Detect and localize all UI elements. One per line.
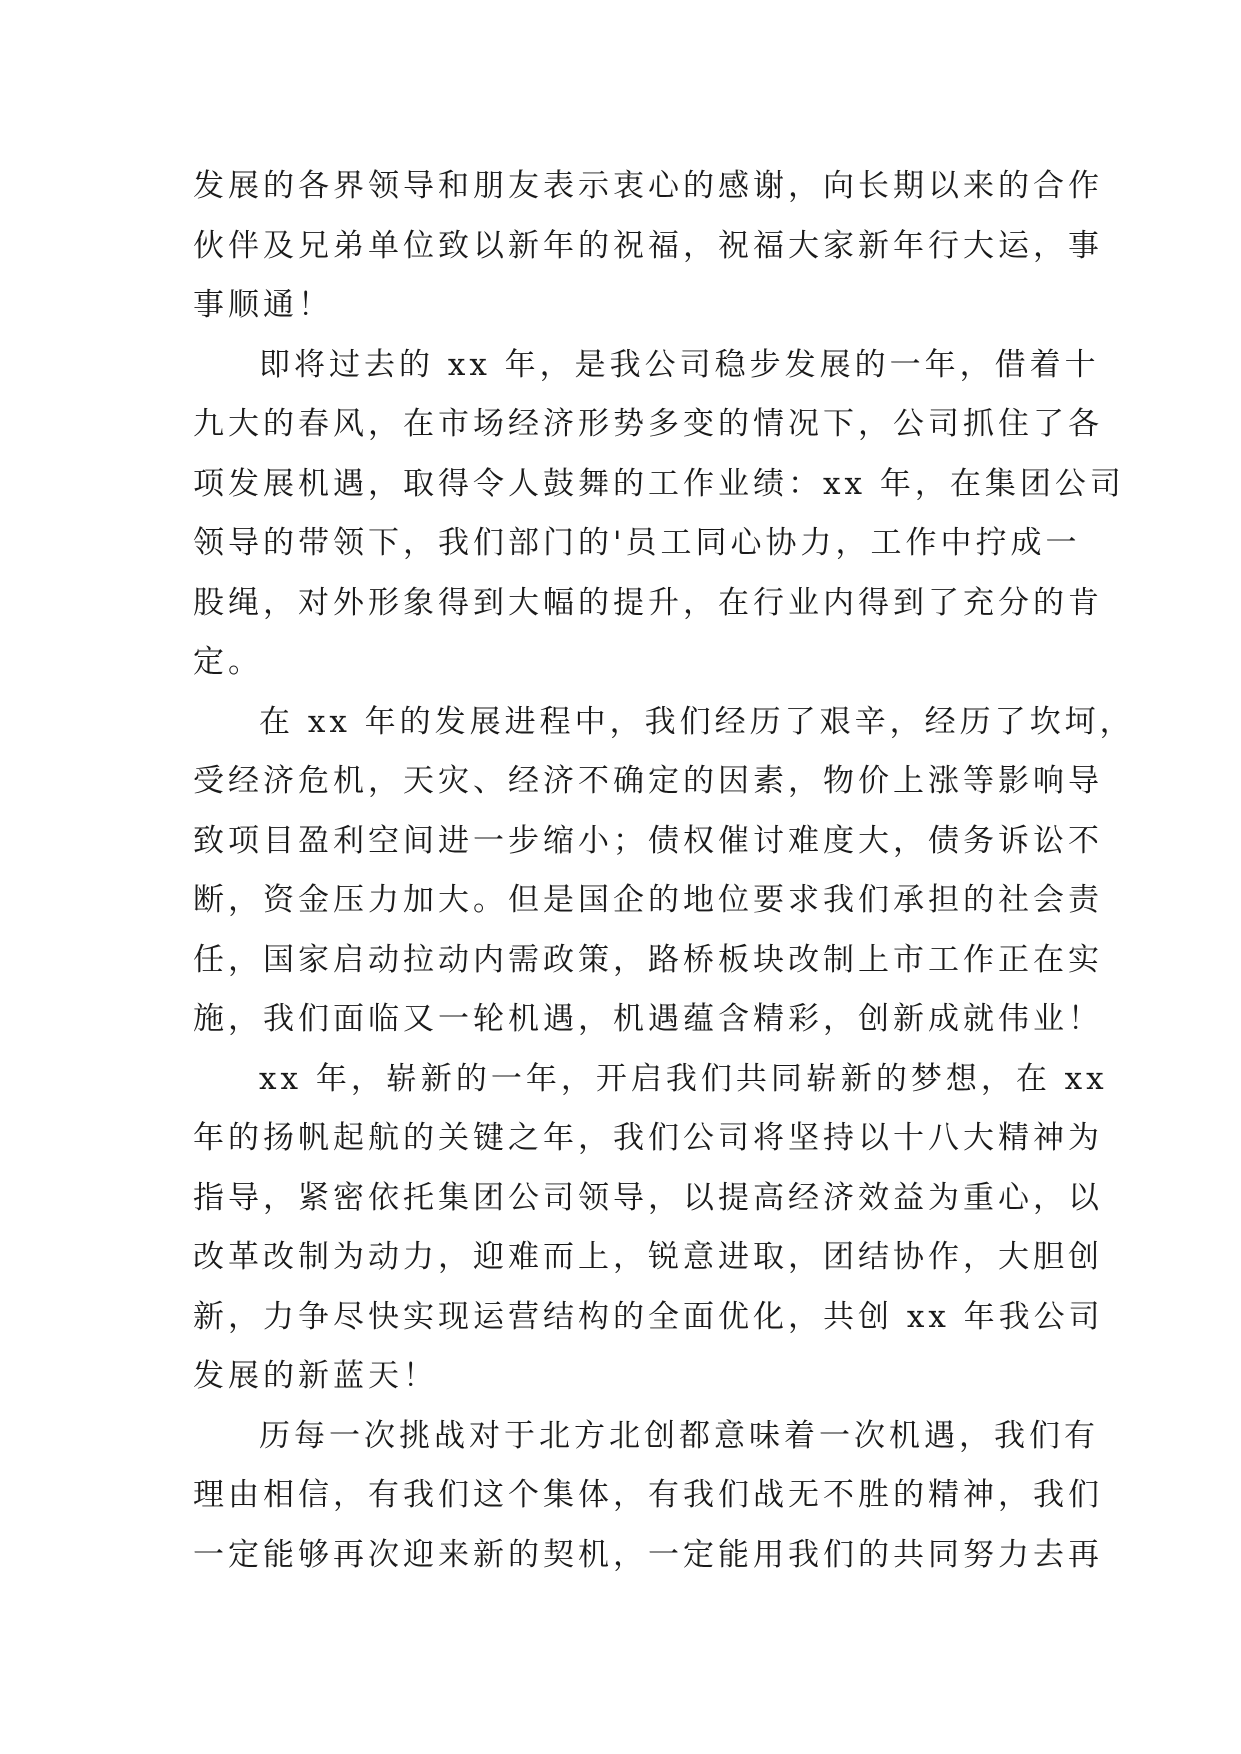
- text-line: 九大的春风，在市场经济形势多变的情况下，公司抓住了各: [193, 406, 1103, 442]
- text-line: 新，力争尽快实现运营结构的全面优化，共创 xx 年我公司: [193, 1298, 1104, 1335]
- text-line: 断，资金压力加大。但是国企的地位要求我们承担的社会责: [193, 882, 1103, 918]
- text-line: 指导，紧密依托集团公司领导，以提高经济效益为重心，以: [193, 1179, 1103, 1216]
- text-line: 发展的各界领导和朋友表示衷心的感谢，向长期以来的合作: [193, 168, 1103, 204]
- text-line: 一定能够再次迎来新的契机，一定能用我们的共同努力去再: [193, 1536, 1103, 1573]
- paragraph-first-line: 在 xx 年的发展进程中，我们经历了艰辛，经历了坎坷，: [259, 703, 1135, 740]
- text-line: 理由相信，有我们这个集体，有我们战无不胜的精神，我们: [193, 1477, 1103, 1513]
- text-line: 事顺通！: [193, 287, 333, 323]
- text-line: 项发展机遇，取得令人鼓舞的工作业绩：xx 年，在集团公司: [193, 465, 1125, 502]
- text-line: 受经济危机，天灾、经济不确定的因素，物价上涨等影响导: [193, 763, 1103, 799]
- text-line: 致项目盈利空间进一步缩小；债权催讨难度大，债务诉讼不: [193, 822, 1103, 859]
- text-line: 改革改制为动力，迎难而上，锐意进取，团结协作，大胆创: [193, 1239, 1103, 1275]
- text-line: 任，国家启动拉动内需政策，路桥板块改制上市工作正在实: [193, 941, 1103, 978]
- text-line: 施，我们面临又一轮机遇，机遇蕴含精彩，创新成就伟业！: [193, 1001, 1103, 1037]
- text-line: 年的扬帆起航的关键之年，我们公司将坚持以十八大精神为: [193, 1120, 1103, 1156]
- text-line: 定。: [193, 644, 263, 680]
- text-line: 发展的新蓝天！: [193, 1358, 438, 1394]
- paragraph-first-line: xx 年，崭新的一年，开启我们共同崭新的梦想，在 xx: [259, 1060, 1108, 1097]
- text-line: 伙伴及兄弟单位致以新年的祝福，祝福大家新年行大运，事: [193, 227, 1103, 264]
- text-line: 领导的带领下，我们部门的'员工同心协力，工作中拧成一: [193, 525, 1081, 561]
- paragraph-first-line: 历每一次挑战对于北方北创都意味着一次机遇，我们有: [259, 1417, 1099, 1454]
- text-line: 股绳，对外形象得到大幅的提升，在行业内得到了充分的肯: [193, 584, 1103, 621]
- paragraph-first-line: 即将过去的 xx 年，是我公司稳步发展的一年，借着十: [259, 346, 1100, 383]
- body-text: [193, 157, 1135, 1585]
